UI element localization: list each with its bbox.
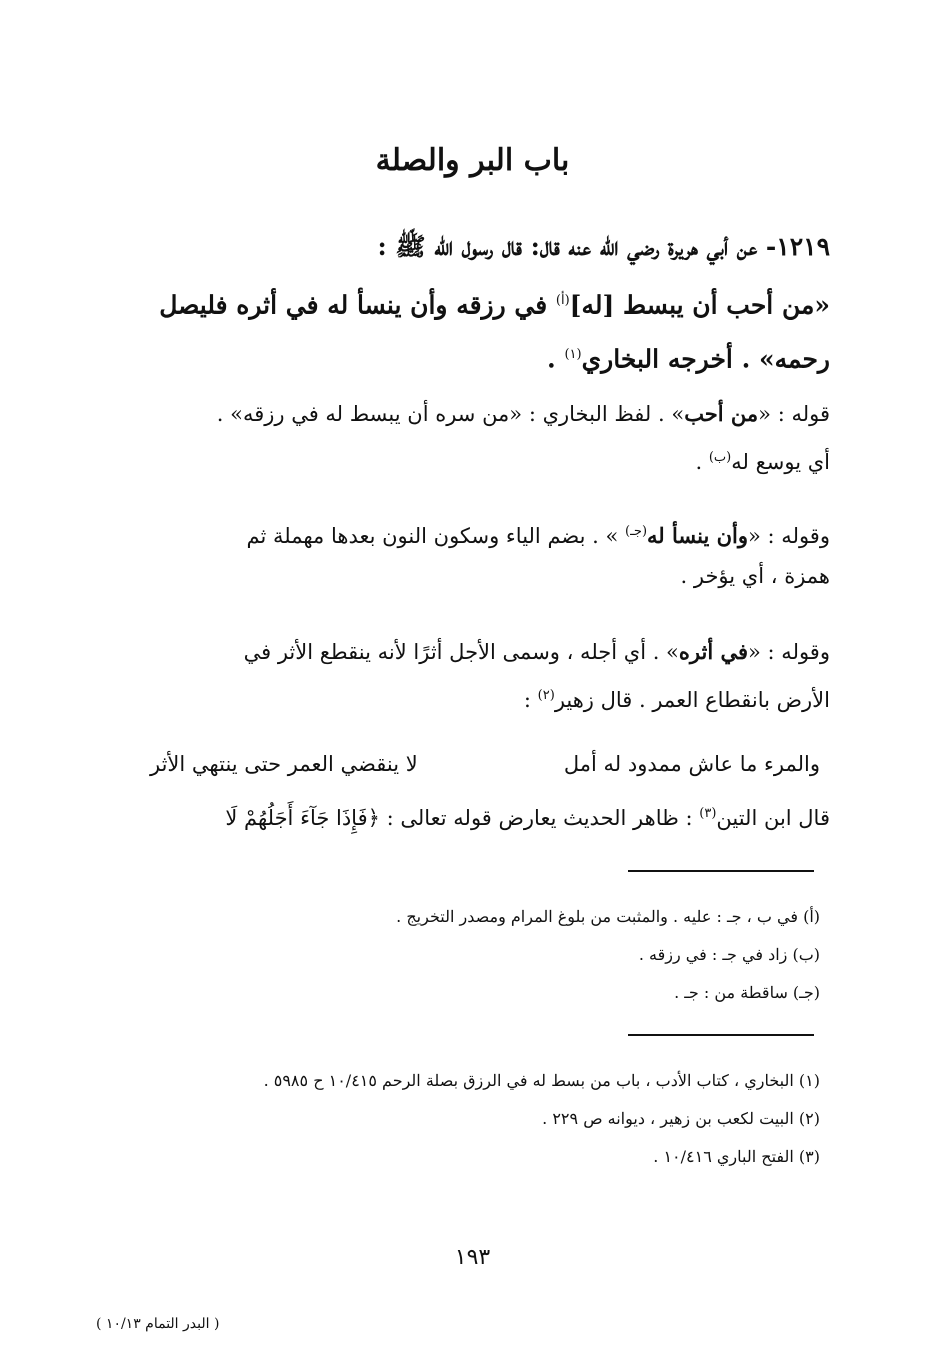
commentary-paragraph-2 [140, 510, 830, 598]
footnote-ref-3: (٣) [699, 806, 717, 821]
footnote-divider-1 [628, 870, 814, 872]
hadith-line-1: ١٢١٩- عن أبي هريرة رضي الله عنه قال: قال رسول الله ﷺ : [377, 232, 830, 261]
commentary-1-line-1 [140, 392, 830, 436]
commentary-2-line-1 [140, 510, 830, 554]
hadith-text [140, 220, 830, 382]
footnote-divider-2 [628, 1034, 814, 1036]
commentary-3-line-2 [140, 674, 830, 718]
commentary-4-line-1 [140, 792, 830, 836]
commentary-paragraph-3 [140, 630, 830, 718]
footnote-ref-alif: (أ) [555, 293, 570, 308]
variant-notes [150, 898, 820, 1012]
commentary-1-line-2 [140, 436, 830, 480]
footnote-ref-2: (٢) [537, 688, 555, 703]
commentary-paragraph-1 [140, 392, 830, 480]
footnote-ref-jim: (جـ) [625, 524, 648, 539]
hadith-line-2-text-b: في رزقه وأن ينسأ له في أثره فليصل [159, 290, 556, 320]
reference-notes [150, 1062, 820, 1176]
hadith-line-2-text-a: «من أحب أن يبسط [له] [569, 290, 830, 320]
commentary-4-text-b: : ظاهر الحديث يعارض قوله تعالى : ﴿فَإِذَا جَآءَ أَجَلُهُمْ لَا [225, 806, 700, 830]
footnote-ref-1: (١) [564, 347, 582, 362]
commentary-2-text-b: » . بضم الياء وسكون النون بعدها مهملة ثم [246, 524, 626, 548]
commentary-3-text-b: » . أي أجله ، وسمى الأجل أثرًا لأنه ينقطع الأثر في [243, 640, 679, 664]
reference-note-2: (٢) البيت لكعب بن زهير ، ديوانه ص ٢٢٩ . [542, 1109, 820, 1128]
hadith-line-3-text-a: رحمه» . أخرجه البخاري [581, 344, 830, 374]
commentary-paragraph-4 [140, 792, 830, 836]
commentary-2-line-2: همزة ، أي يؤخر . [680, 564, 830, 588]
footnote-ref-ba: (ب) [708, 450, 732, 465]
variant-note-ba: (ب) زاد في جـ : في رزقه . [638, 945, 820, 964]
hadith-line-3 [140, 328, 830, 382]
verse-second-hemistich: لا ينقضي العمر حتى ينتهي الأثر [150, 752, 418, 776]
commentary-3-line-1 [140, 630, 830, 674]
commentary-1-line-2-text-a: أي يوسع له [731, 450, 830, 474]
poetry-verse [150, 742, 820, 786]
commentary-1-keyword: من أحب [684, 401, 759, 426]
commentary-3-text-a: وقوله : « [748, 640, 830, 664]
commentary-1-text-b: » . لفظ البخاري : «من سره أن يبسط له في رزقه» . [216, 402, 685, 426]
commentary-2-keyword: وأن ينسأ له [647, 523, 749, 548]
reference-note-3: (٣) الفتح الباري ١٠/٤١٦ . [653, 1147, 820, 1166]
chapter-heading: باب البر والصلة [375, 143, 570, 178]
reference-note-1: (١) البخاري ، كتاب الأدب ، باب من بسط له في الرزق بصلة الرحم ١٠/٤١٥ ح ٥٩٨٥ . [263, 1071, 820, 1090]
commentary-4-text-a: قال ابن التين [716, 806, 830, 830]
commentary-1-line-2-text-b: . [695, 450, 709, 474]
hadith-line-3-text-b: . [547, 344, 565, 374]
commentary-1-text-a: قوله : « [758, 402, 830, 426]
verse-first-hemistich: والمرء ما عاش ممدود له أمل [563, 752, 820, 776]
variant-note-jim: (جـ) ساقطة من : جـ . [674, 983, 820, 1002]
commentary-3-line-2-text-a: الأرض بانقطاع العمر . قال زهير [554, 688, 830, 712]
volume-signature: ( البدر التمام ١٠/١٣ ) [96, 1316, 220, 1332]
hadith-line-2 [140, 274, 830, 328]
variant-note-alif: (أ) في ب ، جـ : عليه . والمثبت من بلوغ المرام ومصدر التخريج . [396, 907, 820, 926]
commentary-3-line-2-text-b: : [523, 688, 538, 712]
commentary-3-keyword: في أثره [678, 639, 749, 664]
page-number: ١٩٣ [454, 1245, 491, 1270]
commentary-2-text-a: وقوله : « [748, 524, 830, 548]
